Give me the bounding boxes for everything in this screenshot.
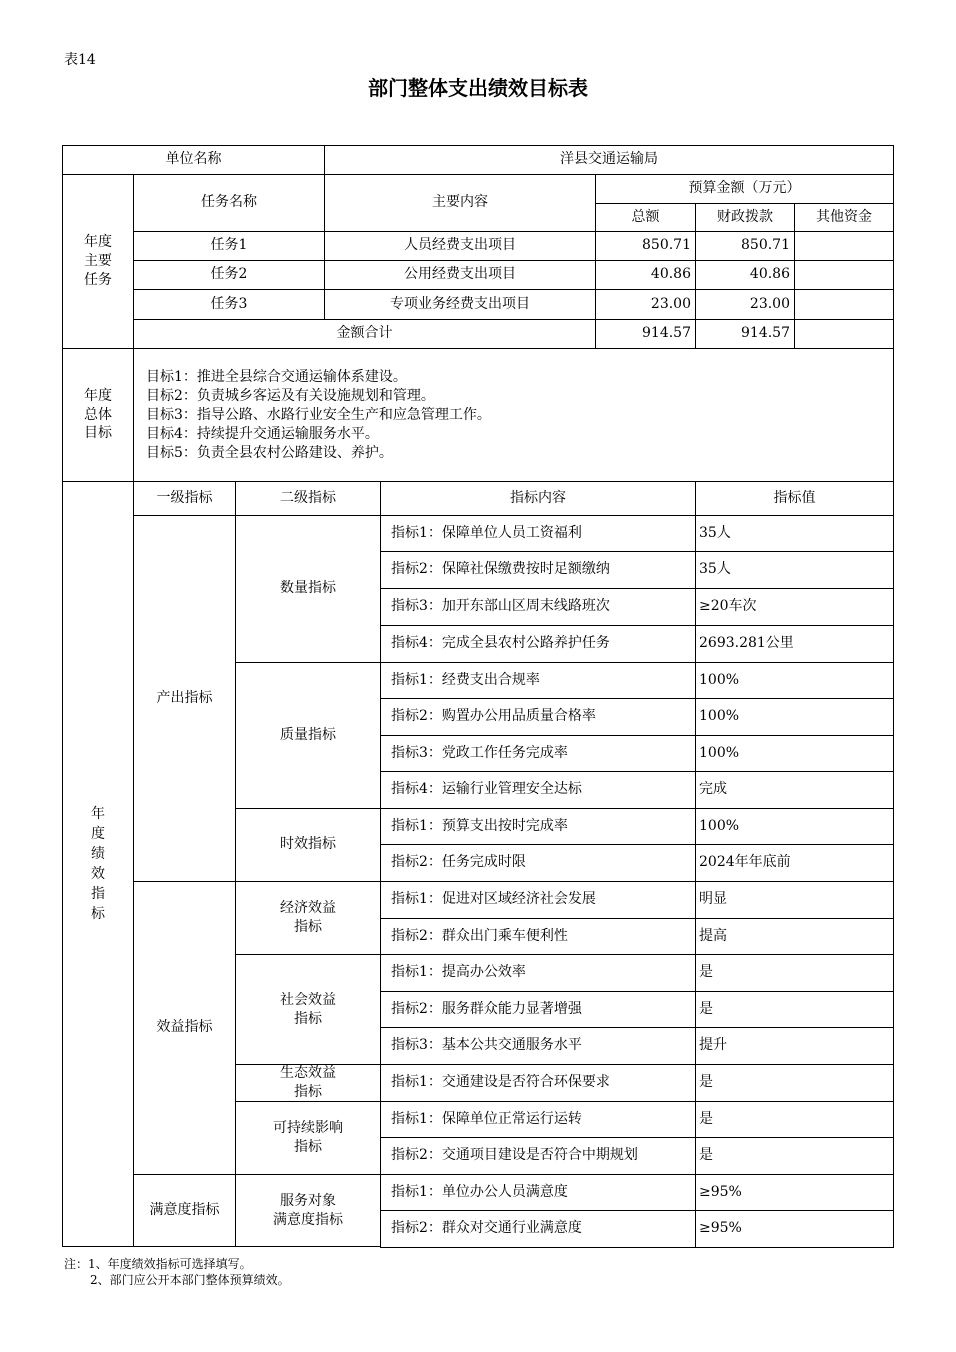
task-name: 任务2	[133, 260, 325, 290]
task-content: 人员经费支出项目	[324, 231, 596, 261]
level2-timeliness: 时效指标	[235, 808, 381, 882]
level2-social: 社会效益 指标	[235, 954, 381, 1065]
task-fiscal: 23.00	[695, 289, 795, 320]
level1-benefit: 效益指标	[133, 881, 236, 1175]
indicator-content: 指标4：运输行业管理安全达标	[380, 771, 696, 809]
level2-economic: 经济效益 指标	[235, 881, 381, 955]
task-content: 专项业务经费支出项目	[324, 289, 596, 320]
indicator-content: 指标1：保障单位正常运行运转	[380, 1101, 696, 1138]
task-name: 任务1	[133, 231, 325, 261]
level2-header: 二级指标	[235, 481, 381, 516]
budget-amount-header: 预算金额（万元）	[595, 174, 894, 204]
task-fiscal: 40.86	[695, 260, 795, 290]
task-total: 40.86	[595, 260, 696, 290]
task-total: 850.71	[595, 231, 696, 261]
indicator-value: 是	[695, 1137, 894, 1175]
indicator-content: 指标2：服务群众能力显著增强	[380, 991, 696, 1028]
task-other	[794, 231, 894, 261]
sum-fiscal: 914.57	[695, 319, 795, 349]
indicator-content: 指标1：预算支出按时完成率	[380, 808, 696, 845]
goal-item: 目标3：指导公路、水路行业安全生产和应急管理工作。	[146, 406, 491, 423]
indicator-content-header: 指标内容	[380, 481, 696, 516]
indicator-content: 指标3：党政工作任务完成率	[380, 735, 696, 772]
sum-other	[794, 319, 894, 349]
indicator-value: 100%	[695, 808, 894, 845]
annual-tasks-section-label: 年度 主要 任务	[62, 174, 134, 349]
performance-section-label: 年 度 绩 效 指 标	[62, 481, 134, 1247]
indicator-content: 指标1：促进对区域经济社会发展	[380, 881, 696, 919]
level2-ecological: 生态效益 指标	[235, 1064, 381, 1102]
goal-item: 目标2：负责城乡客运及有关设施规划和管理。	[146, 387, 435, 404]
indicator-value: 是	[695, 1064, 894, 1102]
indicator-value: 100%	[695, 698, 894, 736]
level1-output: 产出指标	[133, 515, 236, 882]
indicator-content: 指标2：群众对交通行业满意度	[380, 1210, 696, 1248]
unit-name-value: 洋县交通运输局	[324, 145, 894, 175]
indicator-value-header: 指标值	[695, 481, 894, 516]
level2-quality: 质量指标	[235, 662, 381, 809]
task-other	[794, 289, 894, 320]
indicator-content: 指标2：任务完成时限	[380, 844, 696, 882]
indicator-content: 指标3：基本公共交通服务水平	[380, 1027, 696, 1065]
task-fiscal: 850.71	[695, 231, 795, 261]
footnote: 注：1、年度绩效指标可选择填写。	[64, 1257, 252, 1271]
indicator-value: 提高	[695, 918, 894, 955]
level1-header: 一级指标	[133, 481, 236, 516]
total-header: 总额	[595, 203, 696, 232]
level2-satisfaction: 服务对象 满意度指标	[235, 1174, 381, 1247]
indicator-content: 指标2：群众出门乘车便利性	[380, 918, 696, 955]
indicator-value: 2024年年底前	[695, 844, 894, 882]
overall-goals-section-label: 年度 总体 目标	[62, 348, 134, 482]
indicator-value: ≥20车次	[695, 588, 894, 626]
indicator-content: 指标2：交通项目建设是否符合中期规划	[380, 1137, 696, 1175]
goal-item: 目标4：持续提升交通运输服务水平。	[146, 425, 379, 442]
other-funds-header: 其他资金	[794, 203, 894, 232]
overall-goals-list	[133, 348, 894, 482]
table-label: 表14	[64, 52, 96, 68]
task-name-header: 任务名称	[133, 174, 325, 232]
indicator-value: 提升	[695, 1027, 894, 1065]
task-name: 任务3	[133, 289, 325, 320]
indicator-value: 完成	[695, 771, 894, 809]
goal-item: 目标5：负责全县农村公路建设、养护。	[146, 444, 393, 461]
indicator-value: 35人	[695, 551, 894, 589]
indicator-value: 100%	[695, 735, 894, 772]
fiscal-header: 财政拨款	[695, 203, 795, 232]
page-title: 部门整体支出绩效目标表	[368, 76, 588, 100]
indicator-value: 35人	[695, 515, 894, 552]
indicator-content: 指标4：完成全县农村公路养护任务	[380, 625, 696, 663]
goal-item: 目标1：推进全县综合交通运输体系建设。	[146, 368, 407, 385]
indicator-content: 指标1：交通建设是否符合环保要求	[380, 1064, 696, 1102]
unit-name-label: 单位名称	[62, 145, 325, 175]
indicator-value: 100%	[695, 662, 894, 699]
task-other	[794, 260, 894, 290]
indicator-value: 是	[695, 954, 894, 992]
footnotes	[64, 1256, 290, 1288]
task-content: 公用经费支出项目	[324, 260, 596, 290]
indicator-value: 是	[695, 1101, 894, 1138]
indicator-content: 指标2：保障社保缴费按时足额缴纳	[380, 551, 696, 589]
indicator-content: 指标2：购置办公用品质量合格率	[380, 698, 696, 736]
main-content-header: 主要内容	[324, 174, 596, 232]
sum-label: 金额合计	[133, 319, 596, 349]
indicator-value: 2693.281公里	[695, 625, 894, 663]
level2-quantity: 数量指标	[235, 515, 381, 663]
indicator-content: 指标1：经费支出合规率	[380, 662, 696, 699]
indicator-value: ≥95%	[695, 1210, 894, 1248]
indicator-content: 指标1：保障单位人员工资福利	[380, 515, 696, 552]
indicator-value: 明显	[695, 881, 894, 919]
indicator-content: 指标1：提高办公效率	[380, 954, 696, 992]
indicator-value: 是	[695, 991, 894, 1028]
task-total: 23.00	[595, 289, 696, 320]
indicator-content: 指标1：单位办公人员满意度	[380, 1174, 696, 1211]
sum-total: 914.57	[595, 319, 696, 349]
footnote: 2、部门应公开本部门整体预算绩效。	[90, 1273, 290, 1287]
level2-sustainable: 可持续影响 指标	[235, 1101, 381, 1175]
level1-satisfaction: 满意度指标	[133, 1174, 236, 1247]
indicator-content: 指标3：加开东部山区周末线路班次	[380, 588, 696, 626]
indicator-value: ≥95%	[695, 1174, 894, 1211]
